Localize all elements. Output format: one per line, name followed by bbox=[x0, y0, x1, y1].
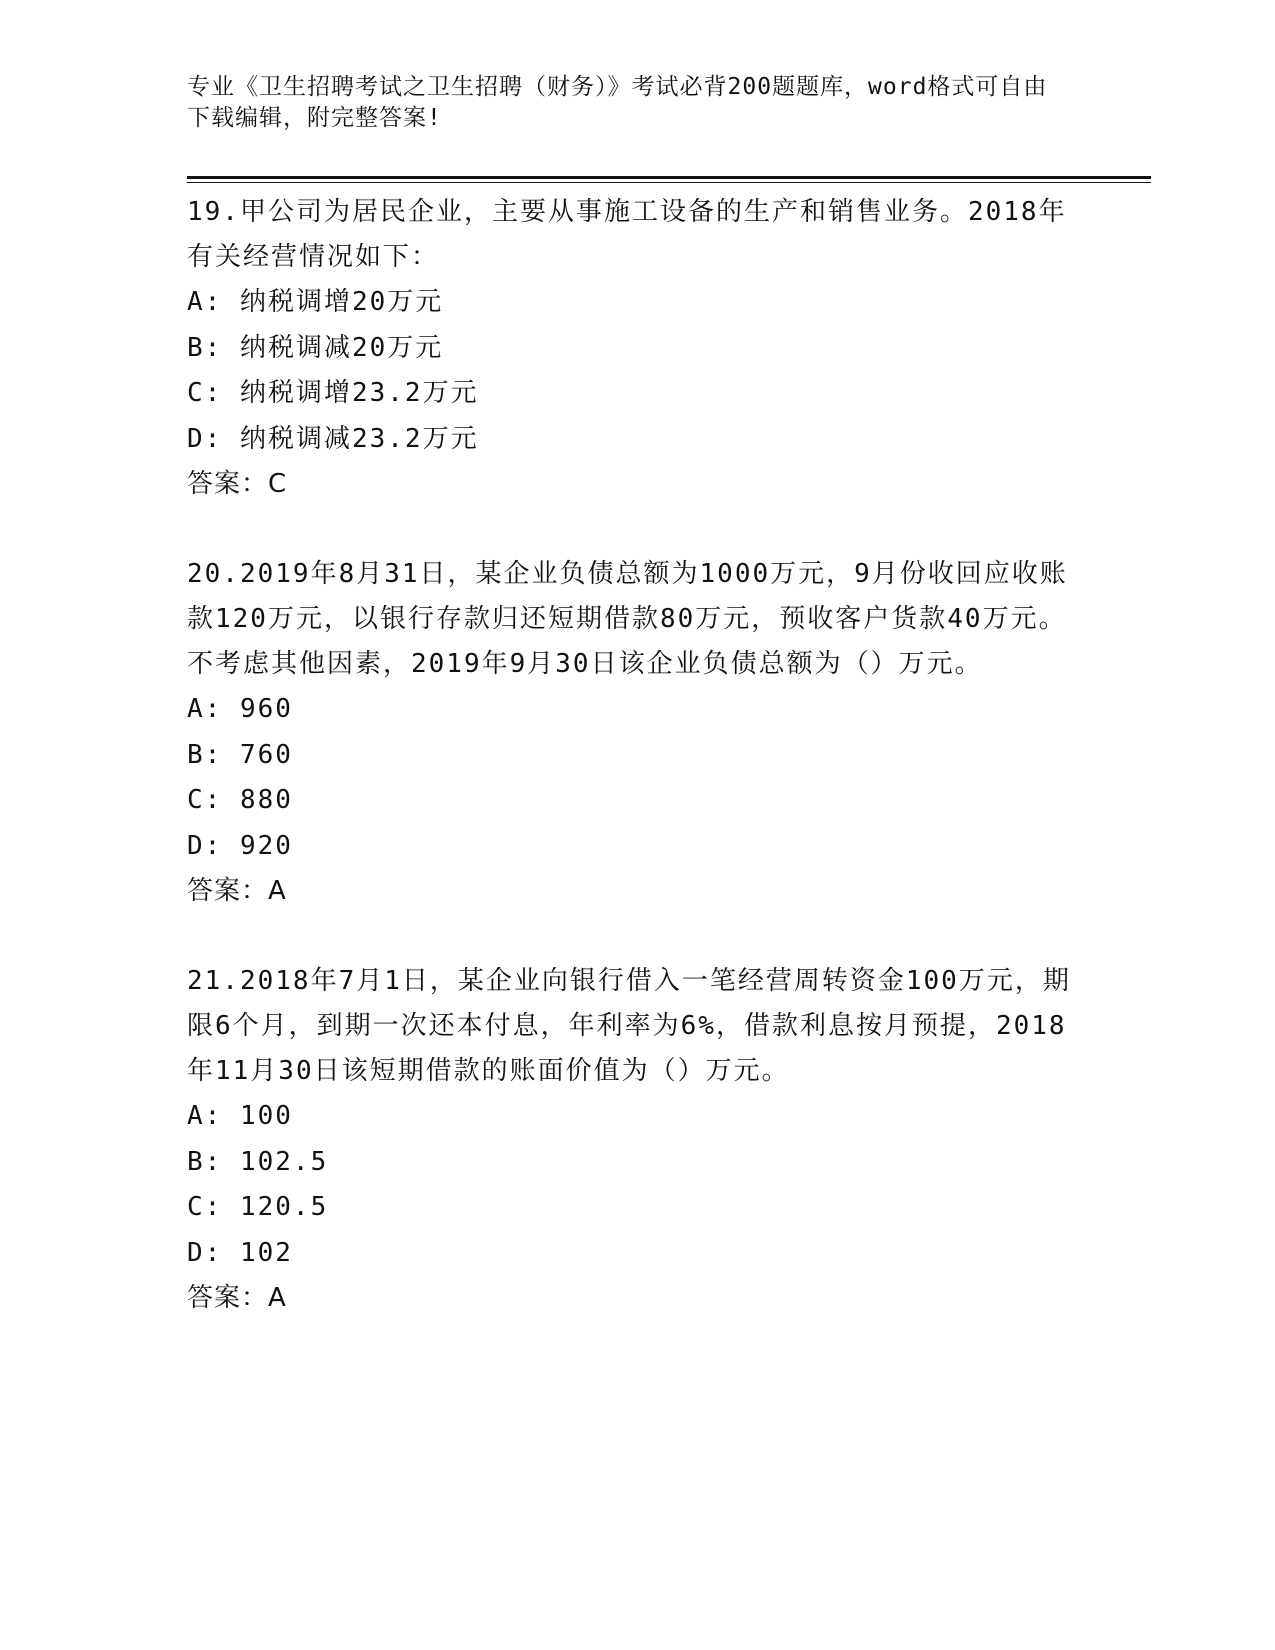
spacer bbox=[187, 914, 1087, 959]
option-d: D: 920 bbox=[187, 830, 293, 861]
spacer bbox=[187, 507, 1087, 552]
option-a: A: 100 bbox=[187, 1101, 293, 1131]
question-text: 19.甲公司为居民企业，主要从事施工设备的生产和销售业务。2018年有关经营情况如下： bbox=[187, 197, 1067, 272]
question-text: 20.2019年8月31日，某企业负债总额为1000万元，9月份收回应收账款120万元，以银行存款归还短期借款80万元，预收客户货款40万元。不考虑其他因素，2019年9月30日该企业负债总额为（）万元。 bbox=[187, 559, 1068, 679]
option-c: C: 120.5 bbox=[187, 1192, 329, 1222]
option-d: D: 纳税调减23.2万元 bbox=[187, 423, 479, 454]
answer: 答案：A bbox=[187, 1283, 287, 1313]
question-text: 21.2018年7月1日，某企业向银行借入一笔经营周转资金100万元，期限6个月，到期一次还本付息，年利率为6%，借款利息按月预提，2018年11月30日该短期借款的账面价值为（）万元。 bbox=[187, 966, 1071, 1086]
answer: 答案：A bbox=[187, 876, 287, 906]
option-b: B: 纳税调减20万元 bbox=[187, 332, 444, 363]
option-c: C: 纳税调增23.2万元 bbox=[187, 378, 479, 408]
document-header: 专业《卫生招聘考试之卫生招聘（财务）》考试必背200题题库，word格式可自由下载编辑，附完整答案! bbox=[187, 74, 1048, 131]
question-21 bbox=[187, 959, 1087, 1321]
option-a: A: 960 bbox=[187, 694, 293, 724]
option-c: C: 880 bbox=[187, 785, 293, 815]
header-divider-thin bbox=[187, 182, 1151, 183]
option-a: A: 纳税调增20万元 bbox=[187, 287, 444, 317]
question-20 bbox=[187, 552, 1087, 914]
question-19 bbox=[187, 190, 1087, 507]
answer: 答案：C bbox=[187, 469, 288, 499]
question-list bbox=[187, 190, 1087, 1321]
option-b: B: 102.5 bbox=[187, 1146, 329, 1177]
header-divider-thick bbox=[187, 176, 1151, 179]
option-b: B: 760 bbox=[187, 739, 293, 770]
option-d: D: 102 bbox=[187, 1237, 293, 1268]
